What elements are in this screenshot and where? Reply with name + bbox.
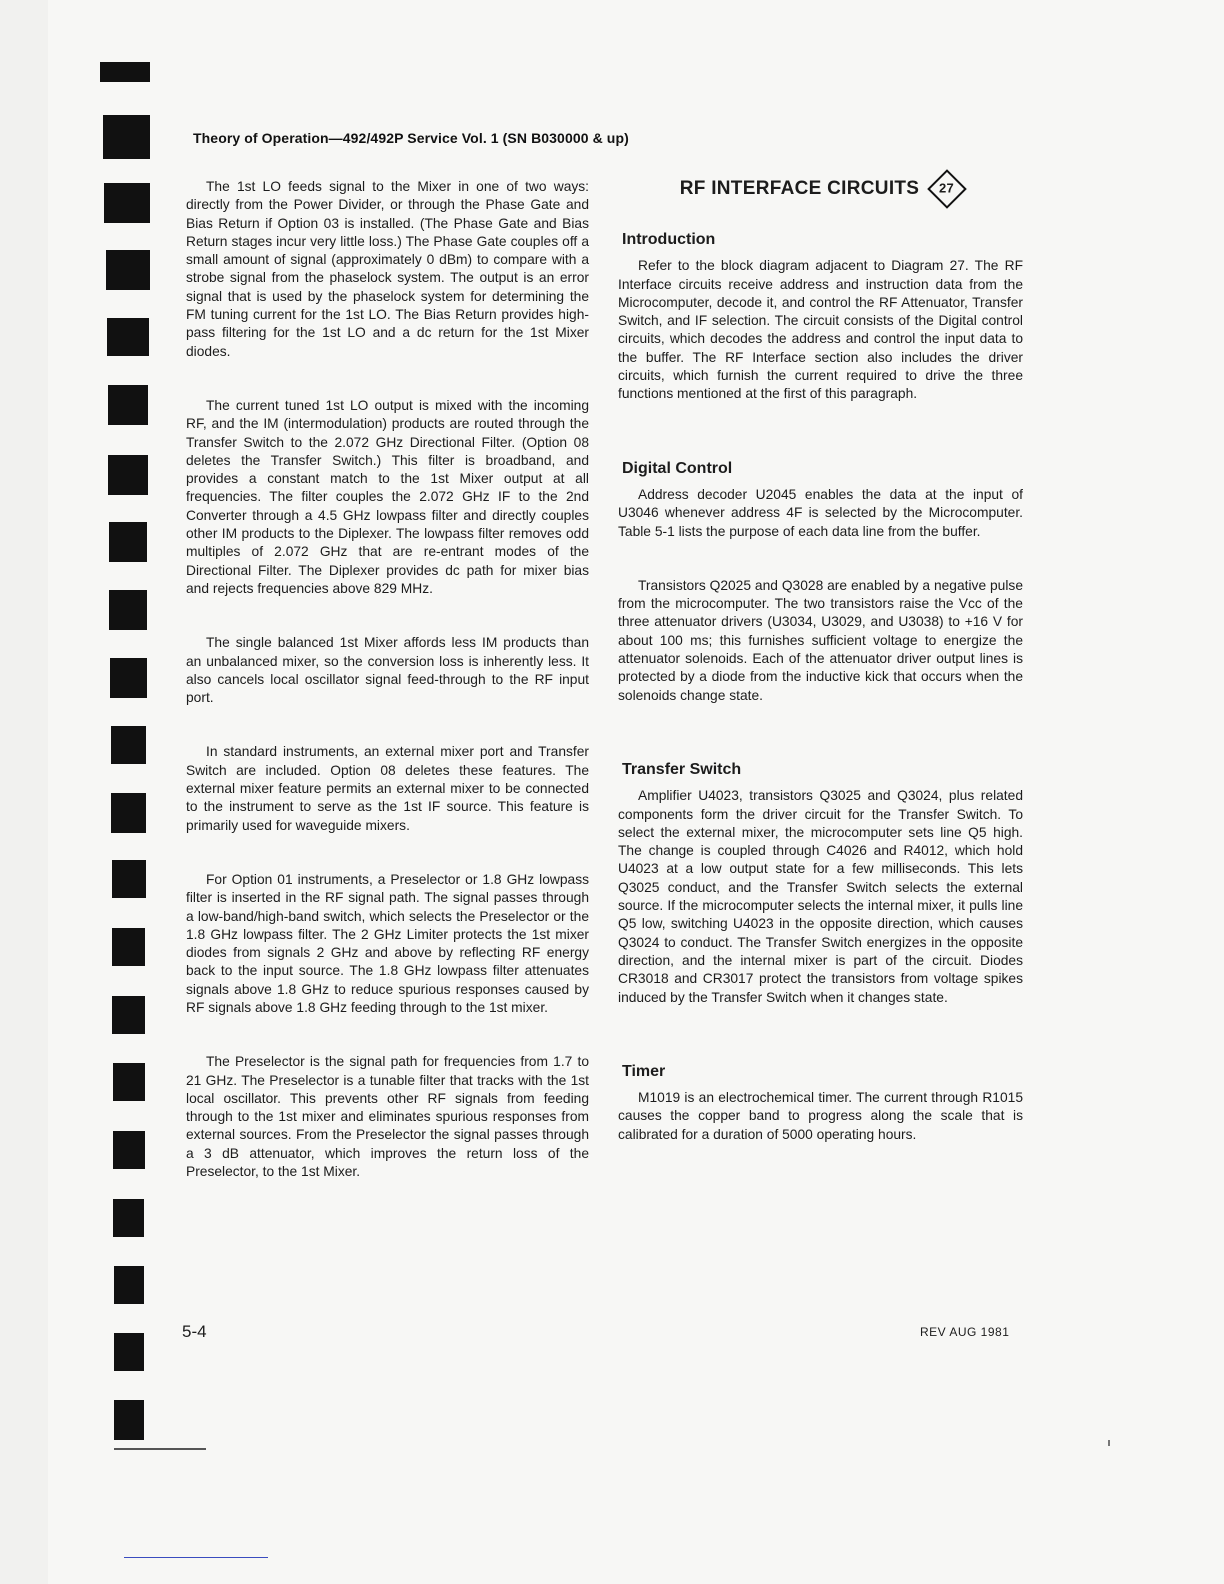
section-introduction — [618, 231, 1023, 404]
binding-block — [114, 1333, 144, 1371]
paragraph: M1019 is an electrochemical timer. The current through R1015 causes the copper band to progress along the scale that is calibrated for a duration of 5000 operating hours. — [618, 1090, 1023, 1142]
section-title — [618, 175, 1023, 203]
right-column — [618, 175, 1023, 1144]
section-heading: Timer — [622, 1062, 666, 1080]
binding-block — [113, 1199, 144, 1237]
diagram-number-diamond-icon — [927, 169, 967, 209]
binding-block — [112, 860, 146, 898]
binding-block — [109, 590, 147, 630]
section-title-text: RF INTERFACE CIRCUITS — [679, 177, 920, 199]
section-heading: Digital Control — [622, 459, 733, 477]
binding-block — [104, 183, 150, 223]
binding-block — [109, 522, 147, 562]
section-digital-control — [618, 460, 1023, 705]
binding-block — [107, 318, 149, 356]
binding-block — [112, 928, 145, 966]
binding-block — [108, 455, 148, 495]
binding-block — [103, 115, 150, 159]
binding-block — [111, 793, 146, 833]
section-timer — [618, 1063, 1023, 1144]
scan-artifact-line — [114, 1448, 206, 1450]
left-column — [186, 178, 589, 1181]
revision-date: REV AUG 1981 — [920, 1325, 1010, 1339]
paragraph: Refer to the block diagram adjacent to Diagram 27. The RF Interface circuits receive address and instruction data from the Microcomputer, decode it, and control the RF Attenuator, Transfer Switch, and IF selection. The circuit consists of the Digital control circuits, which decodes the address and control the input data to the buffer. The RF Interface section also includes the driver circuits, which furnish the current required to drive the three functions mentioned at the first of this paragraph. — [618, 258, 1023, 402]
paragraph: For Option 01 instruments, a Preselector or 1.8 GHz lowpass filter is inserted in the RF signal path. The signal passes through a low-band/high-band switch, which selects the Preselector or the 1.8 GHz lowpass filter. The 2 GHz Limiter protects the 1st mixer diodes from signals 2 GHz and above by reflecting RF energy back to the input source. The 1.8 GHz lowpass filter attenuates signals above 1.8 GHz to reduce spurious responses caused by RF signals above 1.8 GHz feeding through to the 1st mixer. — [186, 871, 589, 1015]
bottom-rule — [124, 1557, 268, 1558]
binding-block — [106, 250, 150, 290]
paragraph: In standard instruments, an external mixer port and Transfer Switch are included. Option 08 deletes these features. The external mixer feature permits an external mixer to be connected to the instrument to serve as the 1st IF source. This feature is primarily used for waveguide mixers. — [186, 744, 589, 833]
binding-block — [114, 1400, 144, 1440]
binding-block — [108, 385, 148, 425]
section-heading: Introduction — [622, 231, 716, 248]
section-heading: Transfer Switch — [622, 760, 742, 778]
scan-speck — [1108, 1440, 1110, 1446]
section-transfer-switch — [618, 761, 1023, 1007]
paragraph: Address decoder U2045 enables the data at the input of U3046 whenever address 4F is selected by the Microcomputer. Table 5-1 lists the purpose of each data line from the buffer. — [618, 486, 1023, 539]
diagram-number: 27 — [939, 180, 955, 196]
binding-block — [110, 658, 147, 698]
paragraph: The 1st LO feeds signal to the Mixer in one of two ways: directly from the Power Divider, or through the Phase Gate and Bias Return if Option 03 is installed. (The Phase Gate and Bias Return stages incur very little loss.) The Phase Gate couples off a small amount of signal (approximately 0 dBm) to compare with a strobe signal from the phaselock system. The output is an error signal that is used by the phaselock system for determining the FM tuning current for the 1st LO. The Bias Return provides high-pass filtering for the 1st LO and a dc return for the 1st Mixer diodes. — [186, 179, 589, 359]
paragraph: The single balanced 1st Mixer affords less IM products than an unbalanced mixer, so the conversion loss is inherently less. It also cancels local oscillator signal feed-through to the RF input port. — [186, 635, 589, 706]
paragraph: Amplifier U4023, transistors Q3025 and Q3024, plus related components form the driver circuit for the Transfer Switch. To select the external mixer, the microcomputer sets line Q5 high. The change is coupled through C4026 and R4012, which hold U4023 at a low output state for a few milliseconds. This lets Q3025 conduct, and the Transfer Switch selects the external source. If the microcomputer selects the internal mixer, it pulls line Q5 low, switching U4023 in the opposite direction, which causes Q3024 to conduct. The Transfer Switch energizes in the opposite direction, and the internal mixer is part of the circuit. Diodes CR3018 and CR3017 protect the transistors from voltage spikes induced by the Transfer Switch when it changes state. — [618, 788, 1023, 1005]
binding-block — [100, 62, 150, 82]
binding-block — [111, 726, 146, 764]
page-number: 5-4 — [182, 1322, 207, 1341]
paragraph: The Preselector is the signal path for frequencies from 1.7 to 21 GHz. The Preselector is a tunable filter that tracks with the 1st local oscillator. This prevents other RF signals from feeding through to the 1st mixer and eliminates spurious responses from external sources. From the Preselector the signal passes through a 3 dB attenuator, which improves the return loss of the Preselector, to the 1st Mixer. — [186, 1054, 589, 1180]
binding-block — [113, 1131, 145, 1169]
binding-block — [112, 996, 145, 1034]
paragraph: Transistors Q2025 and Q3028 are enabled by a negative pulse from the microcomputer. The two transistors raise the Vcc of the three attenuator drivers (U3034, U3029, and U3038) to +16 V for about 100 ms; this furnishes sufficient voltage to energize the attenuator solenoids. Each of the attenuator driver output lines is protected by a diode from the inductive kick that occurs when the solenoids change state. — [618, 577, 1023, 703]
binding-block — [114, 1266, 144, 1304]
binding-block — [113, 1063, 145, 1101]
running-head: Theory of Operation—492/492P Service Vol. 1 (SN B030000 & up) — [193, 130, 629, 146]
page-edge-shadow — [0, 0, 48, 1584]
paragraph: The current tuned 1st LO output is mixed with the incoming RF, and the IM (intermodulation) products are routed through the Transfer Switch to the 2.072 GHz Directional Filter. (Option 08 deletes the Transfer Switch.) This filter is broadband, and provides a constant match to the 1st Mixer output at all frequencies. The filter couples the 2.072 GHz IF to the 2nd Converter through a 4.5 GHz lowpass filter and directly couples other IM products to the Diplexer. The lowpass filter removes odd multiples of 2.072 GHz that are re-entrant modes of the Directional Filter. The Diplexer provides dc path for mixer bias and rejects frequencies above 829 MHz. — [186, 397, 589, 596]
